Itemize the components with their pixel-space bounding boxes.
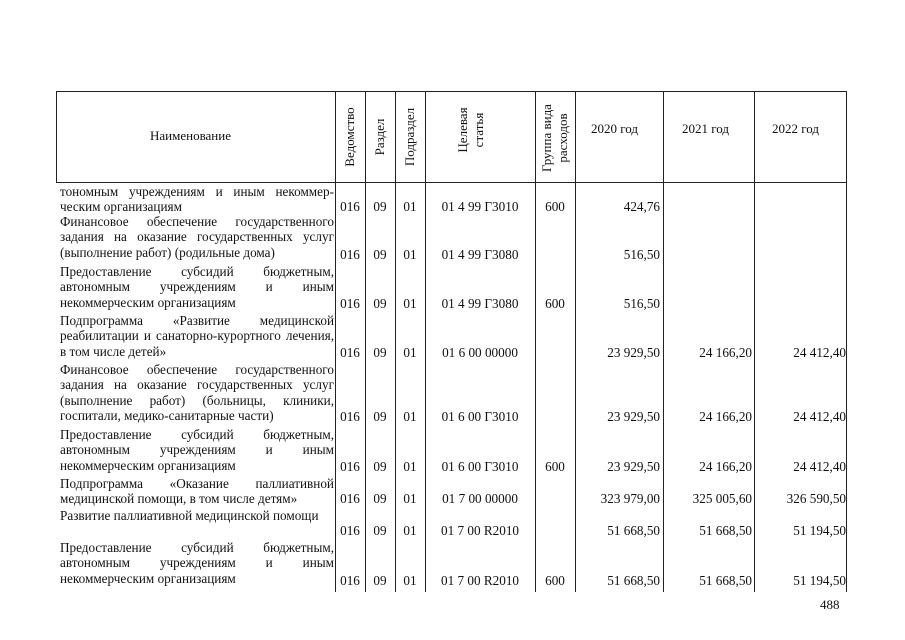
cell-2020: 516,50 (623, 247, 660, 262)
cell-2021: 325 005,60 (692, 491, 752, 506)
col-divider (575, 91, 576, 592)
cell-vedomstvo: 016 (340, 199, 360, 214)
cell-vedomstvo: 016 (340, 459, 360, 474)
cell-2022: 24 412,40 (793, 345, 846, 360)
header-target-line2: статья (471, 112, 486, 148)
cell-2021: 24 166,20 (699, 459, 752, 474)
cell-razdel: 09 (373, 573, 387, 588)
cell-2020: 23 929,50 (607, 459, 660, 474)
cell-target: 01 6 00 Г3010 (441, 409, 519, 424)
cell-podrazdel: 01 (403, 573, 417, 588)
table-row-name: Подпрограмма «Оказание паллиативной медицинской помощи, в том числе детям» (60, 476, 334, 507)
cell-podrazdel: 01 (403, 491, 417, 506)
cell-target: 01 7 00 00000 (442, 491, 518, 506)
cell-vedomstvo: 016 (340, 296, 360, 311)
cell-2022: 24 412,40 (793, 459, 846, 474)
col-divider (663, 91, 664, 592)
table-top-border (56, 91, 846, 92)
cell-podrazdel: 01 (403, 459, 417, 474)
page-number: 488 (820, 597, 840, 612)
table-row-name: Предоставление субсидий бюджетным, автономным учреждениям и иным некоммерческим организациям (60, 540, 334, 586)
cell-group: 600 (545, 199, 565, 214)
cell-vedomstvo: 016 (340, 523, 360, 538)
cell-2022: 24 412,40 (793, 409, 846, 424)
table-row-name: Предоставление субсидий бюджетным, автономным учреждениям и иным некоммерческим организациям (60, 264, 334, 310)
table-left-border (56, 91, 57, 183)
header-vedomstvo: Ведомство (342, 107, 357, 167)
cell-target: 01 4 99 Г3010 (441, 199, 519, 214)
cell-2021: 51 668,50 (699, 573, 752, 588)
col-divider (535, 91, 536, 592)
cell-target: 01 4 99 Г3080 (441, 247, 519, 262)
table-row-name: тономным учреждениям и иным некоммер-ческим организациям (60, 184, 334, 215)
cell-vedomstvo: 016 (340, 491, 360, 506)
cell-2021: 24 166,20 (699, 409, 752, 424)
cell-razdel: 09 (373, 247, 387, 262)
header-name: Наименование (150, 128, 231, 143)
cell-target: 01 7 00 R2010 (440, 523, 520, 538)
cell-podrazdel: 01 (403, 523, 417, 538)
cell-target: 01 6 00 Г3010 (441, 459, 519, 474)
header-group-line2: расходов (555, 113, 570, 163)
col-divider (395, 91, 396, 592)
cell-2022: 51 194,50 (793, 523, 846, 538)
cell-target: 01 6 00 00000 (442, 345, 518, 360)
cell-razdel: 09 (373, 523, 387, 538)
cell-razdel: 09 (373, 345, 387, 360)
header-2020: 2020 год (591, 121, 638, 136)
cell-2020: 23 929,50 (607, 409, 660, 424)
cell-vedomstvo: 016 (340, 247, 360, 262)
cell-2020: 516,50 (623, 296, 660, 311)
cell-vedomstvo: 016 (340, 573, 360, 588)
cell-podrazdel: 01 (403, 247, 417, 262)
cell-razdel: 09 (373, 409, 387, 424)
cell-podrazdel: 01 (403, 345, 417, 360)
cell-razdel: 09 (373, 199, 387, 214)
table-row-name: Финансовое обеспечение государственного задания на оказание государственных услуг (выполнение работ) (больницы, клиники, госпитали, медико-санитарные части) (60, 362, 334, 424)
cell-2020: 51 668,50 (607, 523, 660, 538)
col-divider (365, 91, 366, 592)
cell-2021: 51 668,50 (699, 523, 752, 538)
cell-razdel: 09 (373, 491, 387, 506)
table-row-name: Подпрограмма «Развитие медицинской реабилитации и санаторно-курортного лечения, в том числе детей» (60, 313, 334, 359)
header-group-line1: Группа вида (539, 104, 554, 172)
cell-vedomstvo: 016 (340, 409, 360, 424)
col-divider (754, 91, 755, 592)
col-divider (335, 91, 336, 592)
table-row-name: Предоставление субсидий бюджетным, автономным учреждениям и иным некоммерческим организациям (60, 427, 334, 473)
cell-razdel: 09 (373, 296, 387, 311)
cell-razdel: 09 (373, 459, 387, 474)
cell-group: 600 (545, 459, 565, 474)
header-target-line1: Целевая (455, 107, 470, 153)
table-row-name: Развитие паллиативной медицинской помощи (60, 508, 319, 523)
header-2022: 2022 год (772, 121, 819, 136)
cell-target: 01 4 99 Г3080 (441, 296, 519, 311)
table-right-border (846, 91, 847, 592)
cell-target: 01 7 00 R2010 (440, 573, 520, 588)
cell-podrazdel: 01 (403, 296, 417, 311)
col-divider (425, 91, 426, 592)
cell-podrazdel: 01 (403, 409, 417, 424)
header-bottom-border (56, 182, 846, 183)
header-razdel: Раздел (372, 118, 387, 156)
cell-2022: 326 590,50 (786, 491, 846, 506)
cell-vedomstvo: 016 (340, 345, 360, 360)
cell-2020: 51 668,50 (607, 573, 660, 588)
table-row-name: Финансовое обеспечение государственного задания на оказание государственных услуг (выполнение работ) (родильные дома) (60, 214, 334, 260)
cell-2021: 24 166,20 (699, 345, 752, 360)
cell-group: 600 (545, 296, 565, 311)
cell-2022: 51 194,50 (793, 573, 846, 588)
header-2021: 2021 год (682, 121, 729, 136)
cell-podrazdel: 01 (403, 199, 417, 214)
cell-group: 600 (545, 573, 565, 588)
cell-2020: 23 929,50 (607, 345, 660, 360)
cell-2020: 323 979,00 (600, 491, 660, 506)
header-podrazdel: Подраздел (402, 107, 417, 167)
cell-2020: 424,76 (623, 199, 660, 214)
